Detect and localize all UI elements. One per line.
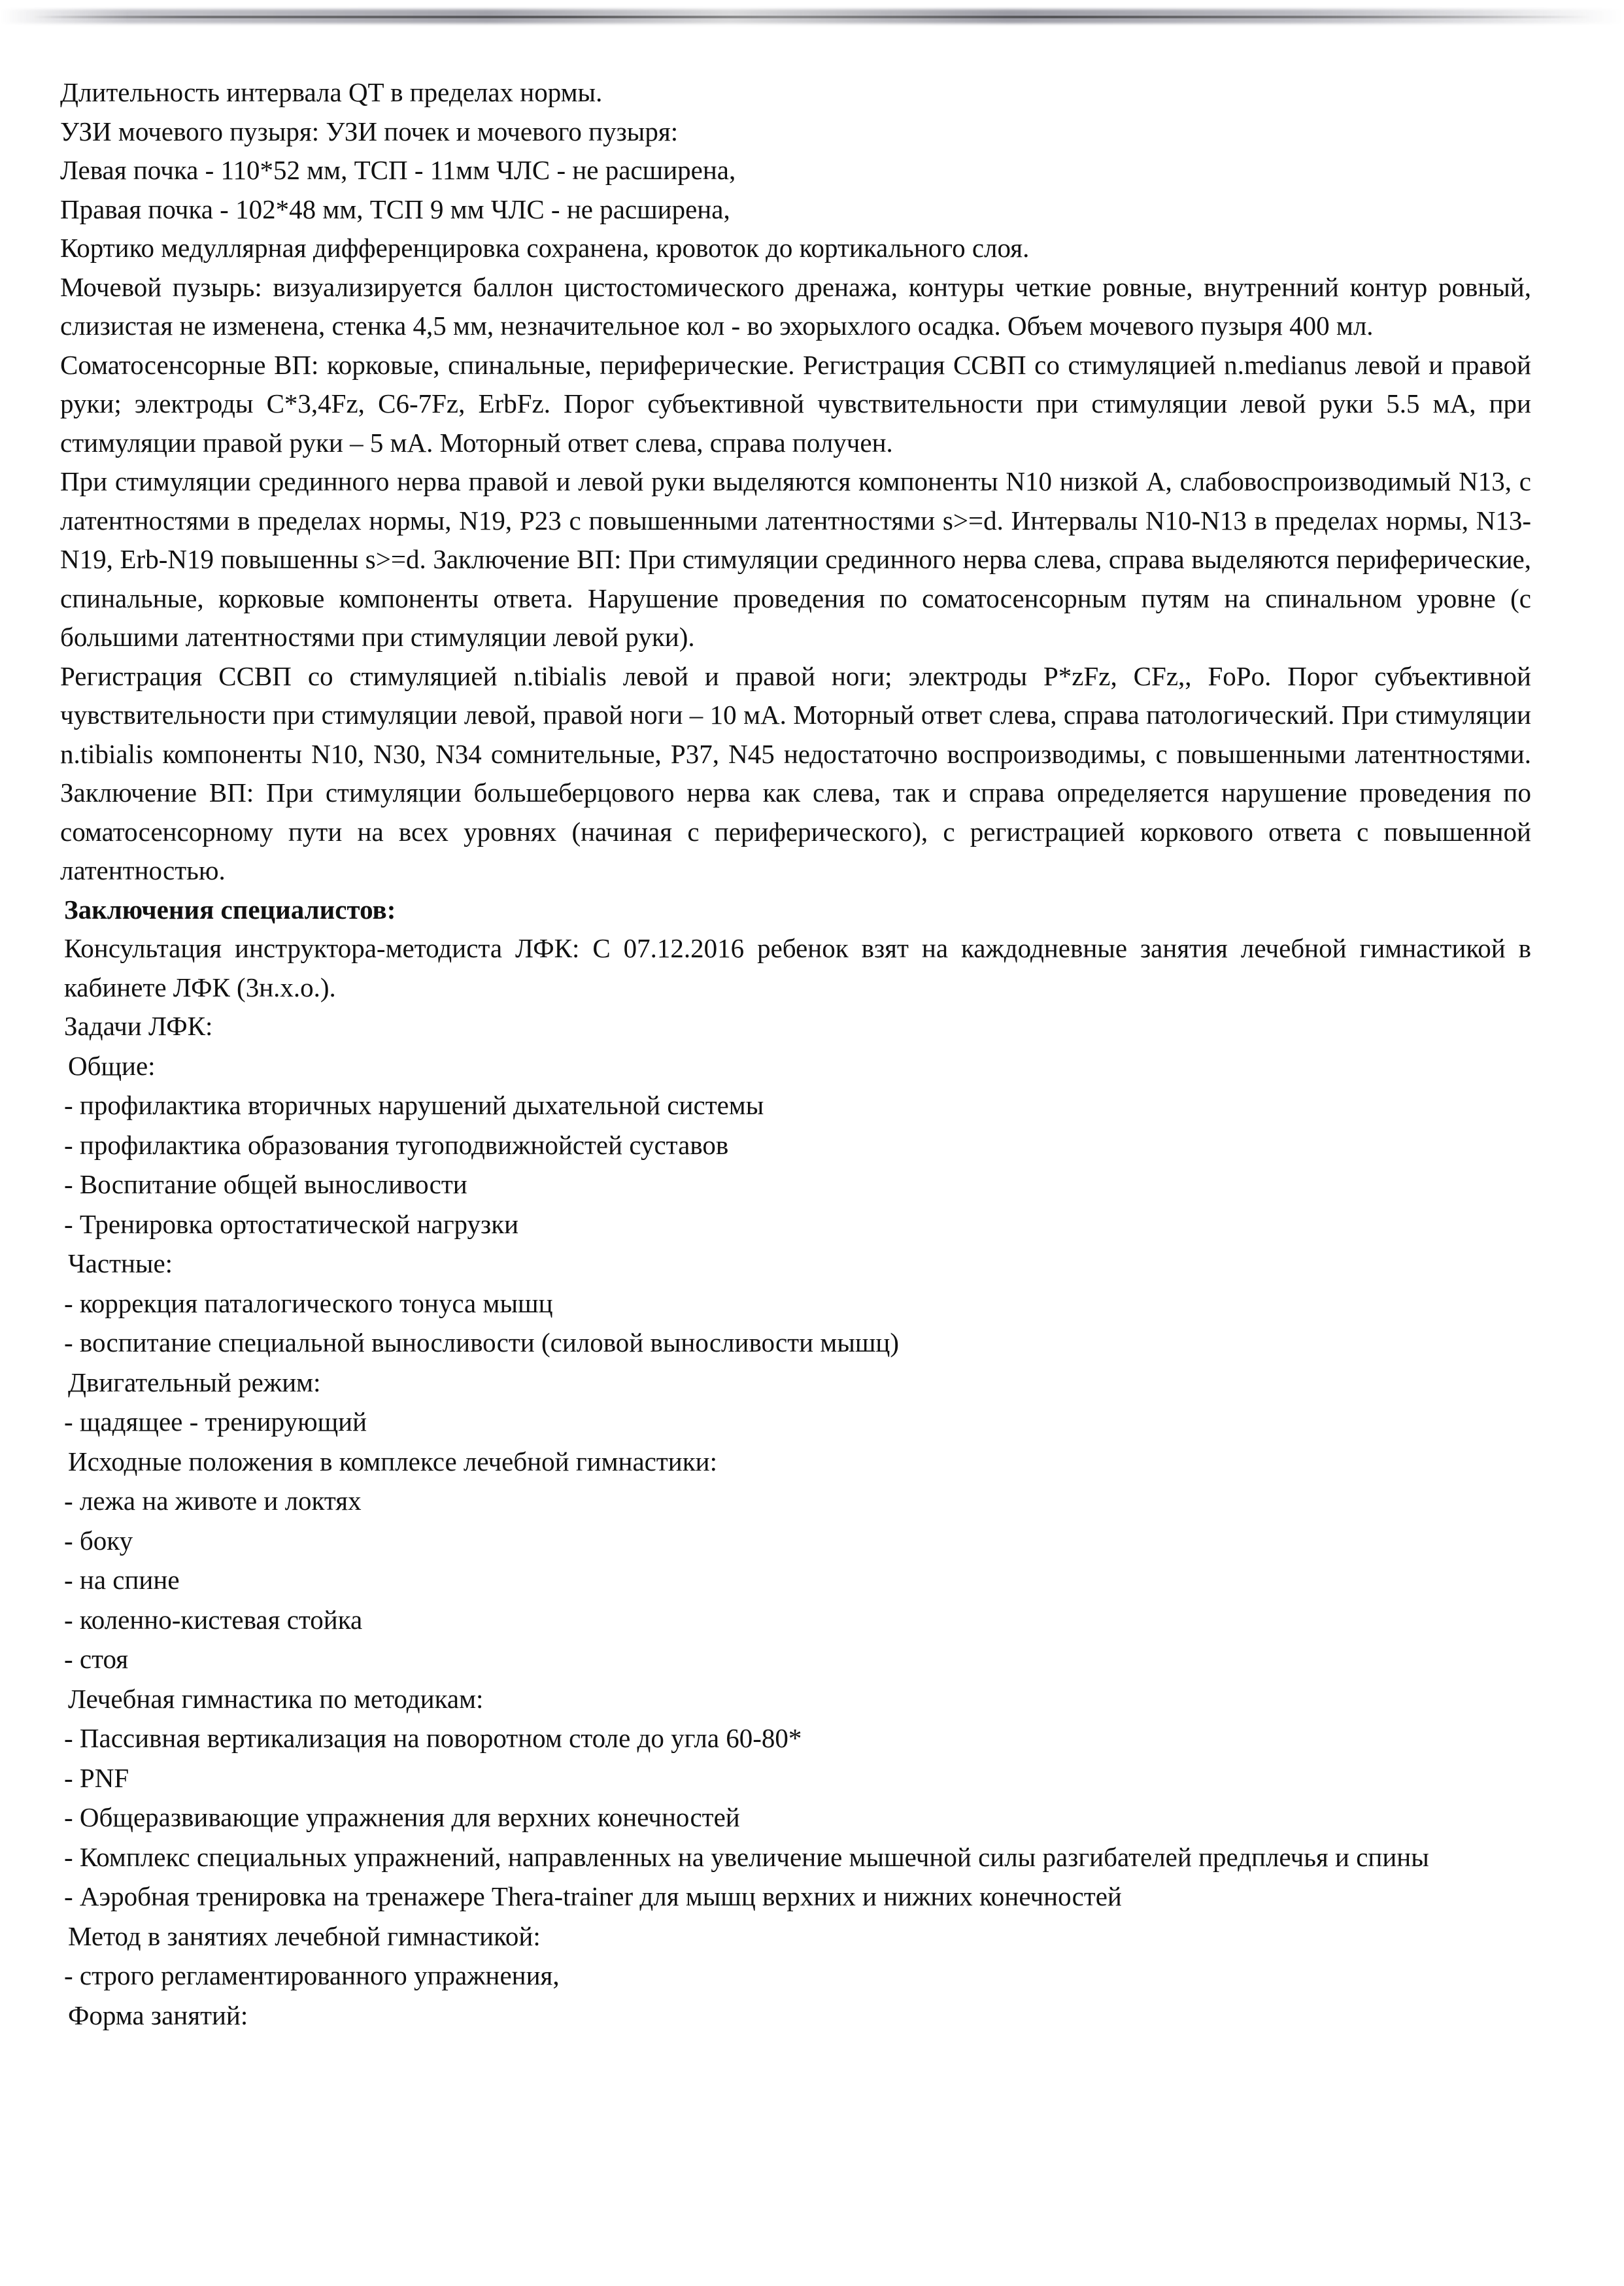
position-item: - лежа на животе и локтях [64,1486,362,1516]
position-item: - боку [64,1525,133,1556]
ssvp-tibial-paragraph: Регистрация ССВП со стимуляцией n.tibialis левой и правой ноги; электроды P*zFz, CFz,, FoPo. Порог субъективной чувствительности при стимуляции левой, правой ноги – 10 мА. Моторный ответ слева, справа патологический. При стимуляции n.tibialis компоненты N10, N30, N34 сомнительные, P37, N45 недостаточно воспроизводимы, с повышенными латентностями. Заключение ВП: При стимуляции большеберцового нерва как слева, так и справа определяется нарушение проведения по соматосенсорному пути на всех уровнях (начиная с периферического), с регистрацией коркового ответа с повышенной латентностью. [60,660,1531,885]
motor-mode-item: - щадящее - тренирующий [64,1407,367,1437]
general-item: - Тренировка ортостатической нагрузки [64,1208,519,1239]
scanner-artifact-line [0,16,1624,18]
method-item: - Комплекс специальных упражнений, направленных на увеличение мышечной силы разгибателей предплечья и спины [64,1841,1429,1872]
method-item: - Пассивная вертикализация на поворотном столе до угла 60-80* [64,1723,802,1753]
general-item: - Воспитание общей выносливости [64,1169,467,1199]
bladder-paragraph: Мочевой пузырь: визуализируется баллон цистостомического дренажа, контуры четкие ровные, внутренний контур ровный, слизистая не изменена, стенка 4,5 мм, незначительное кол - во эхорыхлого осадка. Объем мочевого пузыря 400 мл. [60,271,1531,341]
position-item: - на спине [64,1565,180,1595]
uzi-title: УЗИ мочевого пузыря: УЗИ почек и мочевого пузыря: [60,116,679,146]
methods-label: Лечебная гимнастика по методикам: [68,1683,484,1714]
left-kidney-line: Левая почка - 110*52 мм, ТСП - 11мм ЧЛС - не расширена, [60,155,736,185]
class-form-label: Форма занятий: [68,2000,248,2030]
specific-item: - коррекция паталогического тонуса мышц [64,1288,553,1318]
specialists-heading: Заключения специалистов: [64,894,396,925]
motor-mode-label: Двигательный режим: [68,1367,321,1397]
median-components-paragraph: При стимуляции срединного нерва правой и левой руки выделяются компоненты N10 низкой А, слабовоспроизводимый N13, с латентностями в пределах нормы, N19, P23 с повышенными латентностями s>=d. Интервалы N10-N13 в пределах нормы, N13-N19, Erb-N19 повышенны s>=d. Заключение ВП: При стимуляции срединного нерва слева, справа выделяются периферические, спинальные, корковые компоненты ответа. Нарушение проведения по соматосенсорным путям на спинальном уровне (с большими латентностями при стимуляции левой руки). [60,466,1531,652]
right-kidney-line: Правая почка - 102*48 мм, ТСП 9 мм ЧЛС - не расширена, [60,194,730,224]
position-item: - коленно-кистевая стойка [64,1604,363,1635]
method-in-classes-item: - строго регламентированного упражнения, [64,1960,560,1990]
qt-line: Длительность интервала QT в пределах нормы. [60,77,603,107]
lfk-tasks-label: Задачи ЛФК: [64,1011,213,1041]
method-item: - PNF [64,1762,129,1793]
positions-label: Исходные положения в комплексе лечебной гимнастики: [68,1446,717,1476]
lfk-lists [60,1046,1531,2036]
document-page [60,73,1531,2035]
specific-item: - воспитание специальной выносливости (силовой выносливости мышц) [64,1327,900,1357]
general-label: Общие: [68,1050,156,1081]
method-item: - Общеразвивающие упражнения для верхних конечностей [64,1802,740,1832]
method-item: - Аэробная тренировка на тренажере Thera-trainer для мышц верхних и нижних конечностей [64,1881,1122,1911]
lfk-consult-paragraph: Консультация инструктора-методиста ЛФК: С 07.12.2016 ребенок взят на каждодневные занятия лечебной гимнастикой в кабинете ЛФК (3н.х.о.). [64,933,1531,1002]
general-item: - профилактика вторичных нарушений дыхательной системы [64,1090,764,1120]
general-item: - профилактика образования тугоподвижнойстей суставов [64,1129,729,1160]
specific-label: Частные: [68,1248,173,1278]
cortico-line: Кортико медуллярная дифференцировка сохранена, кровоток до кортикального слоя. [60,233,1030,263]
position-item: - стоя [64,1644,129,1674]
method-in-classes-label: Метод в занятиях лечебной гимнастикой: [68,1920,541,1951]
ssvp-median-paragraph: Соматосенсорные ВП: корковые, спинальные, периферические. Регистрация ССВП со стимуляцией n.medianus левой и правой руки; электроды C*3,4Fz, C6-7Fz, ErbFz. Порог субъективной чувствительности при стимуляции левой руки 5.5 мА, при стимуляции правой руки – 5 мА. Моторный ответ слева, справа получен. [60,349,1531,458]
